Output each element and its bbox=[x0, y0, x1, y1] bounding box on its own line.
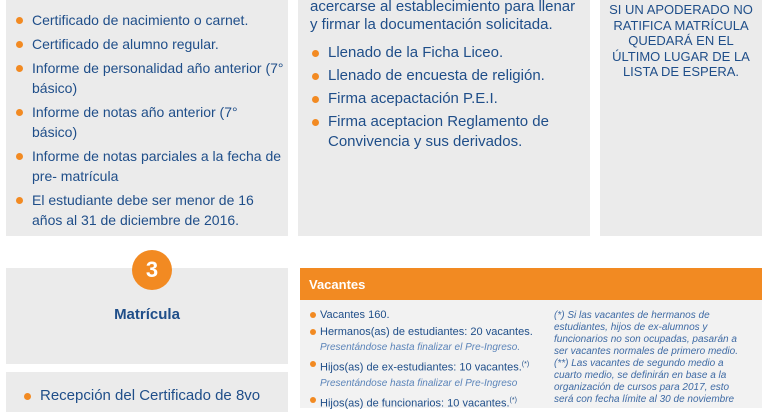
bullet-icon bbox=[16, 153, 23, 160]
footnote-mark: (*) bbox=[509, 396, 517, 404]
footnote: (*) Si las vacantes de hermanos de estudiantes, hijos de ex-alumnos y funcionarios no son ocupadas, pasarán a ser vacantes normales de primero medio. bbox=[554, 310, 738, 357]
list-item: Hijos(as) de funcionarios: 10 vacantes.(*) bbox=[310, 393, 550, 412]
bullet-icon bbox=[310, 361, 316, 367]
step-title: Matrícula bbox=[114, 306, 180, 323]
bullet-icon bbox=[16, 41, 23, 48]
vacantes-subnote: Presentándose hasta finalizar el Pre-Ingreso bbox=[320, 377, 518, 389]
bullet-icon bbox=[16, 109, 23, 116]
step-items-panel bbox=[6, 372, 288, 412]
list-item: Vacantes 160. bbox=[310, 308, 550, 323]
vacantes-panel bbox=[300, 268, 762, 408]
vacantes-subnote: Presentándose hasta finalizar el Pre-Ingreso. bbox=[320, 342, 521, 353]
footnote: (**) Las vacantes de segundo medio a cuarto medio, se definirán en base a la organización de cursos para 2017, esto será con fecha límite al 30 de noviembre bbox=[554, 358, 735, 405]
list-item: Hijos(as) de ex-estudiantes: 10 vacantes.(*) Presentándose hasta finalizar el Pre-Ingreso bbox=[310, 357, 550, 391]
bullet-icon bbox=[312, 119, 319, 126]
bullet-icon bbox=[16, 65, 23, 72]
vacantes-list bbox=[310, 308, 550, 413]
warning-panel bbox=[600, 0, 762, 236]
warning-text: SI UN APODERADO NO RATIFICA MATRÍCULA QUEDARÁ EN EL ÚLTIMO LUGAR DE LA LISTA DE ESPERA. bbox=[609, 2, 753, 79]
bullet-icon bbox=[16, 197, 23, 204]
list-item: Informe de notas año anterior (7° básico) bbox=[14, 102, 284, 142]
step-list bbox=[22, 386, 282, 406]
requirements-panel bbox=[6, 0, 288, 236]
vacantes-title: Vacantes bbox=[309, 277, 366, 292]
list-item: Certificado de nacimiento o carnet. bbox=[14, 10, 284, 30]
list-item: Llenado de la Ficha Liceo. bbox=[310, 43, 586, 63]
list-item: Informe de notas parciales a la fecha de pre- matrícula bbox=[14, 146, 284, 186]
vacantes-notes bbox=[554, 310, 750, 406]
list-item: Llenado de encuesta de religión. bbox=[310, 66, 586, 86]
bullet-icon bbox=[310, 312, 316, 318]
procedure-list bbox=[310, 43, 586, 155]
list-item: Informe de personalidad año anterior (7° básico) bbox=[14, 58, 284, 98]
list-item: Hermanos(as) de estudiantes: 20 vacantes. Presentándose hasta finalizar el Pre-Ingreso. bbox=[310, 325, 550, 355]
requirements-list bbox=[14, 10, 284, 234]
vacantes-header bbox=[300, 268, 762, 300]
bullet-icon bbox=[312, 96, 319, 103]
list-item: Firma aceptacion Reglamento de Convivencia y sus derivados. bbox=[310, 112, 586, 152]
list-item: Certificado de alumno regular. bbox=[14, 34, 284, 54]
bullet-icon bbox=[312, 50, 319, 57]
list-item: Firma acepactación P.E.I. bbox=[310, 89, 586, 109]
bullet-icon bbox=[310, 329, 316, 335]
list-item: Recepción del Certificado de 8vo bbox=[22, 386, 282, 406]
bullet-icon bbox=[16, 17, 23, 24]
step-number-badge: 3 bbox=[132, 250, 172, 290]
list-item: El estudiante debe ser menor de 16 años al 31 de diciembre de 2016. bbox=[14, 190, 284, 230]
procedure-intro: acercarse al establecimiento para llenar y firmar la documentación solicitada. bbox=[310, 0, 576, 33]
bullet-icon bbox=[24, 393, 31, 400]
footnote-mark: (*) bbox=[521, 361, 530, 368]
procedure-panel bbox=[298, 0, 590, 236]
bullet-icon bbox=[312, 73, 319, 80]
